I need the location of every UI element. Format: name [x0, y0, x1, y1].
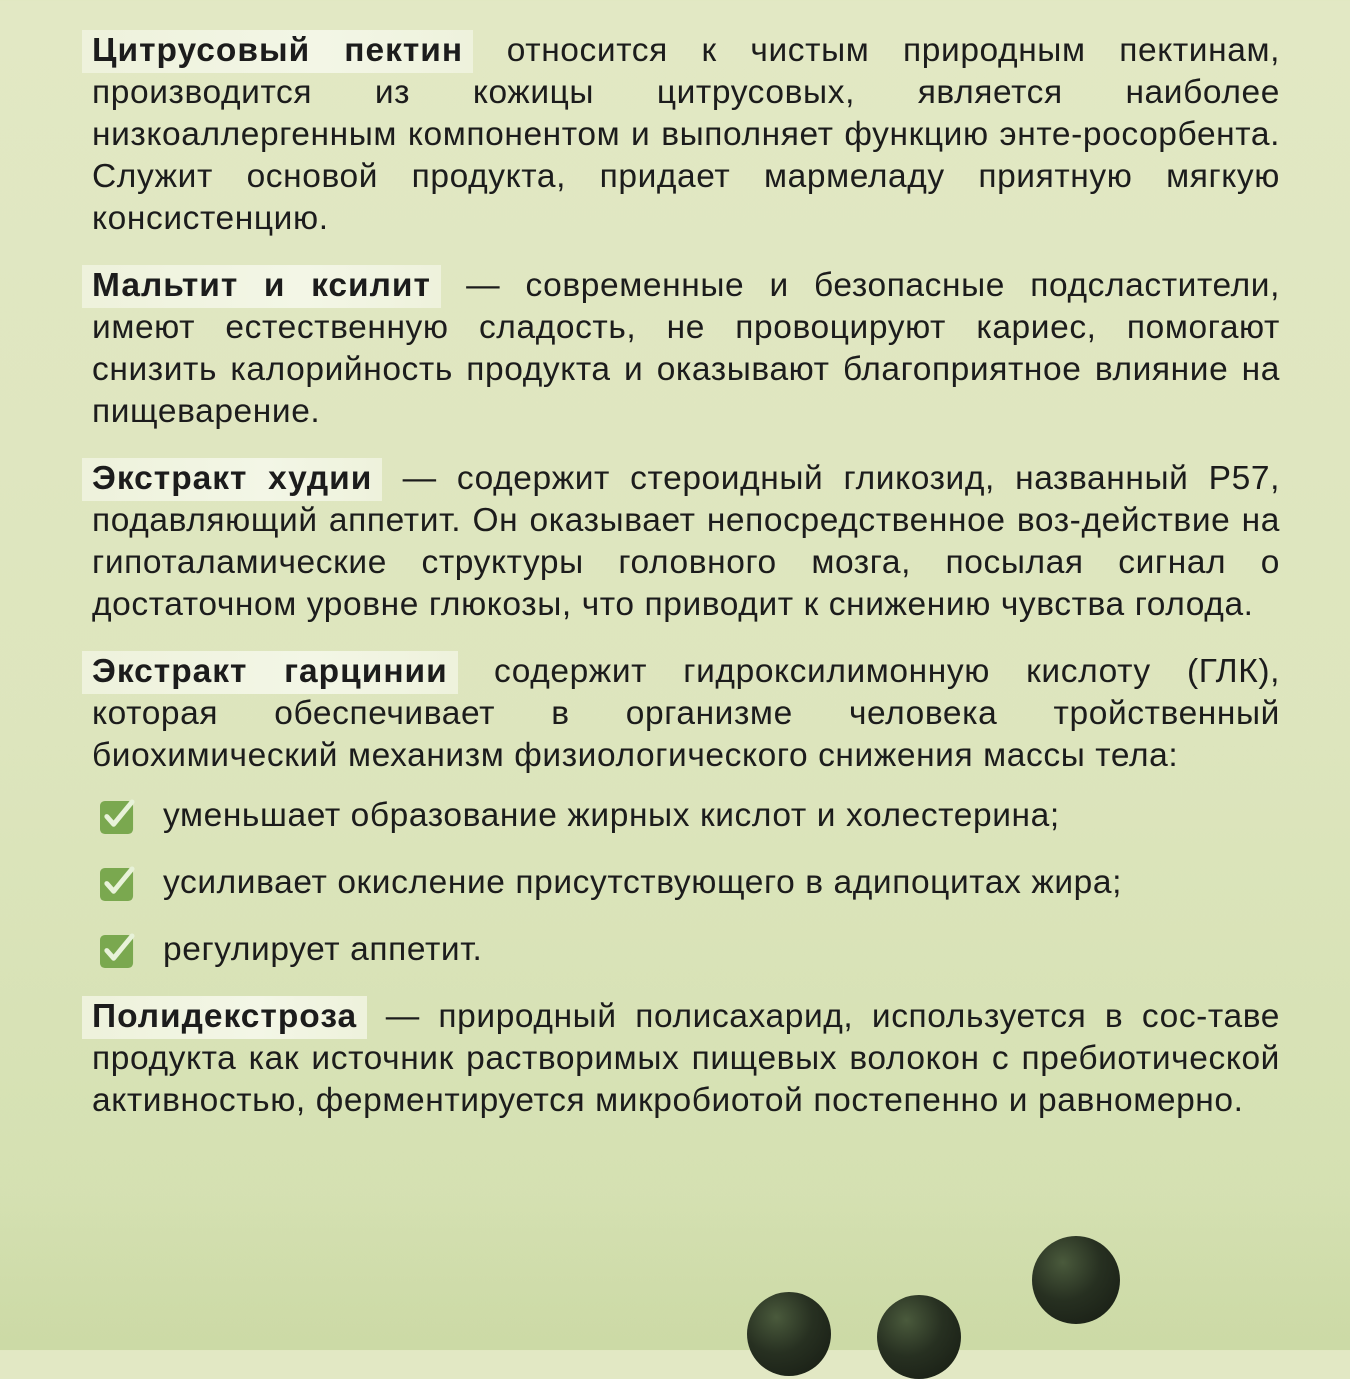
term-hoodia-extract: Экстракт худии [92, 458, 382, 501]
check-mark-icon [100, 799, 135, 834]
text-polydextrose: — природный полисахарид, используется в сос-таве продукта как источник растворимых пищевых волокон с пребиотической активностью, ферментируется микробиотой постепенно и равномерно. [92, 998, 1280, 1119]
text-maltitol-xylitol: — современные и безопасные подсластители, имеют естественную сладость, не провоцируют кариес, помогают снизить калорийность продукта и оказывают благоприятное влияние на пищеварение. [92, 267, 1281, 430]
list-item [92, 862, 1280, 904]
text-hoodia-extract: — содержит стероидный гликозид, названный P57, подавляющий аппетит. Он оказывает непосредственное воз-действие на гипоталамические структуры головного мозга, посылая сигнал о достаточном уровне глюкозы, что приводит к снижению чувства голода. [92, 460, 1280, 623]
garcinia-effects-list [92, 795, 1280, 971]
berry-icon [747, 1292, 831, 1376]
list-item-text: уменьшает образование жирных кислот и холестерина; [163, 797, 1060, 834]
term-garcinia-extract: Экстракт гарцинии [92, 651, 458, 694]
check-mark-icon [100, 866, 135, 901]
section-polydextrose [92, 996, 1280, 1122]
ingredients-description [92, 30, 1280, 1147]
list-item-text: регулирует аппетит. [163, 931, 483, 968]
section-citrus-pectin [92, 30, 1280, 240]
section-maltitol-xylitol [92, 265, 1280, 433]
background-floor [0, 1190, 1350, 1350]
berry-icon [1032, 1236, 1120, 1324]
list-item [92, 795, 1280, 837]
list-item [92, 929, 1280, 971]
text-citrus-pectin: относится к чистым природным пектинам, производится из кожицы цитрусовых, является наиболее низкоаллергенным компонентом и выполняет функцию энте-росорбента. Служит основой продукта, придает мармеладу приятную мягкую консистенцию. [92, 32, 1280, 237]
text-garcinia-extract: содержит гидроксилимонную кислоту (ГЛК), которая обеспечивает в организме человека тройственный биохимический механизм физиологического снижения массы тела: [92, 653, 1280, 774]
term-citrus-pectin: Цитрусовый пектин [92, 30, 473, 73]
section-garcinia-extract [92, 651, 1280, 777]
term-polydextrose: Полидекстроза [92, 996, 367, 1039]
term-maltitol-xylitol: Мальтит и ксилит [92, 265, 441, 308]
berry-icon [877, 1295, 961, 1379]
check-mark-icon [100, 933, 135, 968]
section-hoodia-extract [92, 458, 1280, 626]
list-item-text: усиливает окисление присутствующего в адипоцитах жира; [163, 864, 1123, 901]
